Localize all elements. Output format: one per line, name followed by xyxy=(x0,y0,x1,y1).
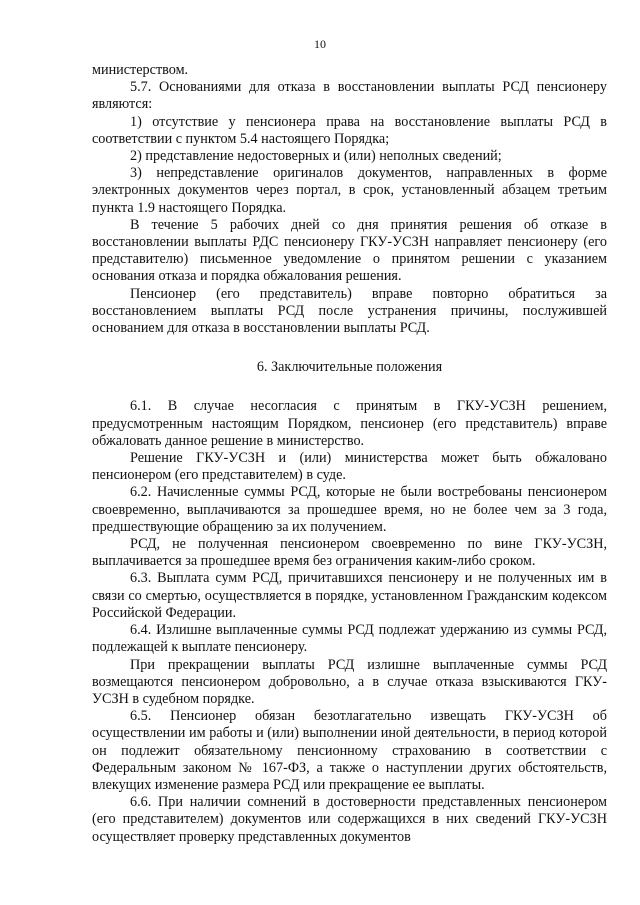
paragraph: министерством. xyxy=(92,62,189,78)
paragraph: 1) отсутствие у пенсионера права на восстановление выплаты РСД в соответствии с пунктом 5.4 настоящего Порядка; xyxy=(92,113,607,147)
document-body xyxy=(92,62,607,846)
paragraph: Решение ГКУ-УСЗН и (или) министерства может быть обжаловано пенсионером (его представителем) в суде. xyxy=(92,450,607,484)
paragraph: РСД, не полученная пенсионером своевременно по вине ГКУ-УСЗН, выплачивается за прошедшее время без ограничения каким-либо сроком. xyxy=(92,536,607,570)
paragraph: Пенсионер (его представитель) вправе повторно обратиться за восстановлением выплаты РСД после устранения причины, послужившей основанием для отказа в восстановлении выплаты РСД. xyxy=(92,285,607,337)
paragraph: 6.3. Выплата сумм РСД, причитавшихся пенсионеру и не полученных им в связи со смертью, осуществляется в порядке, установленном Гражданским кодексом Российской Федерации. xyxy=(92,570,607,621)
paragraph: 5.7. Основаниями для отказа в восстановлении выплаты РСД пенсионеру являются: xyxy=(92,79,607,113)
page-number: 10 xyxy=(314,37,326,51)
paragraph: При прекращении выплаты РСД излишне выплаченные суммы РСД возмещаются пенсионером добровольно, а в случае отказа взыскиваются ГКУ-УСЗН в судебном порядке. xyxy=(92,656,607,707)
paragraph: 2) представление недостоверных и (или) неполных сведений; xyxy=(130,148,502,165)
paragraph: 3) непредставление оригиналов документов, направленных в форме электронных документов через портал, в срок, установленный абзацем третьим пункта 1.9 настоящего Порядка. xyxy=(92,165,607,216)
paragraph: 6.2. Начисленные суммы РСД, которые не были востребованы пенсионером своевременно, выплачиваются за прошедшее время, но не более чем за 3 года, предшествующие обращению за их получением. xyxy=(92,484,607,535)
paragraph: 6.6. При наличии сомнений в достоверности представленных пенсионером (его представителем) документов или содержащихся в них сведений ГКУ-УСЗН осуществляет проверку представленных документов xyxy=(92,794,607,845)
paragraph: 6.4. Излишне выплаченные суммы РСД подлежат удержанию из суммы РСД, подлежащей к выплате пенсионеру. xyxy=(92,622,607,656)
paragraph: 6.1. В случае несогласия с принятым в ГКУ-УСЗН решением, предусмотренным настоящим Порядком, пенсионер (его представитель) вправе обжаловать данное решение в министерство. xyxy=(92,398,607,449)
section-title: 6. Заключительные положения xyxy=(256,359,443,376)
paragraph: В течение 5 рабочих дней со дня принятия решения об отказе в восстановлении выплаты РДС пенсионеру ГКУ-УСЗН направляет пенсионеру (его представителю) письменное уведомление о принятом решении с указанием основания отказа и порядка обжалования решения. xyxy=(92,216,607,285)
paragraph: 6.5. Пенсионер обязан безотлагательно извещать ГКУ-УСЗН об осуществлении им работы и (или) выполнении иной деятельности, в период которой он подлежит обязательному пенсионному страхованию в соответствии с Федеральным законом № 167-ФЗ, а также о наступлении других обстоятельств, влекущих изменение размера РСД или прекращение ее выплаты. xyxy=(92,708,607,793)
